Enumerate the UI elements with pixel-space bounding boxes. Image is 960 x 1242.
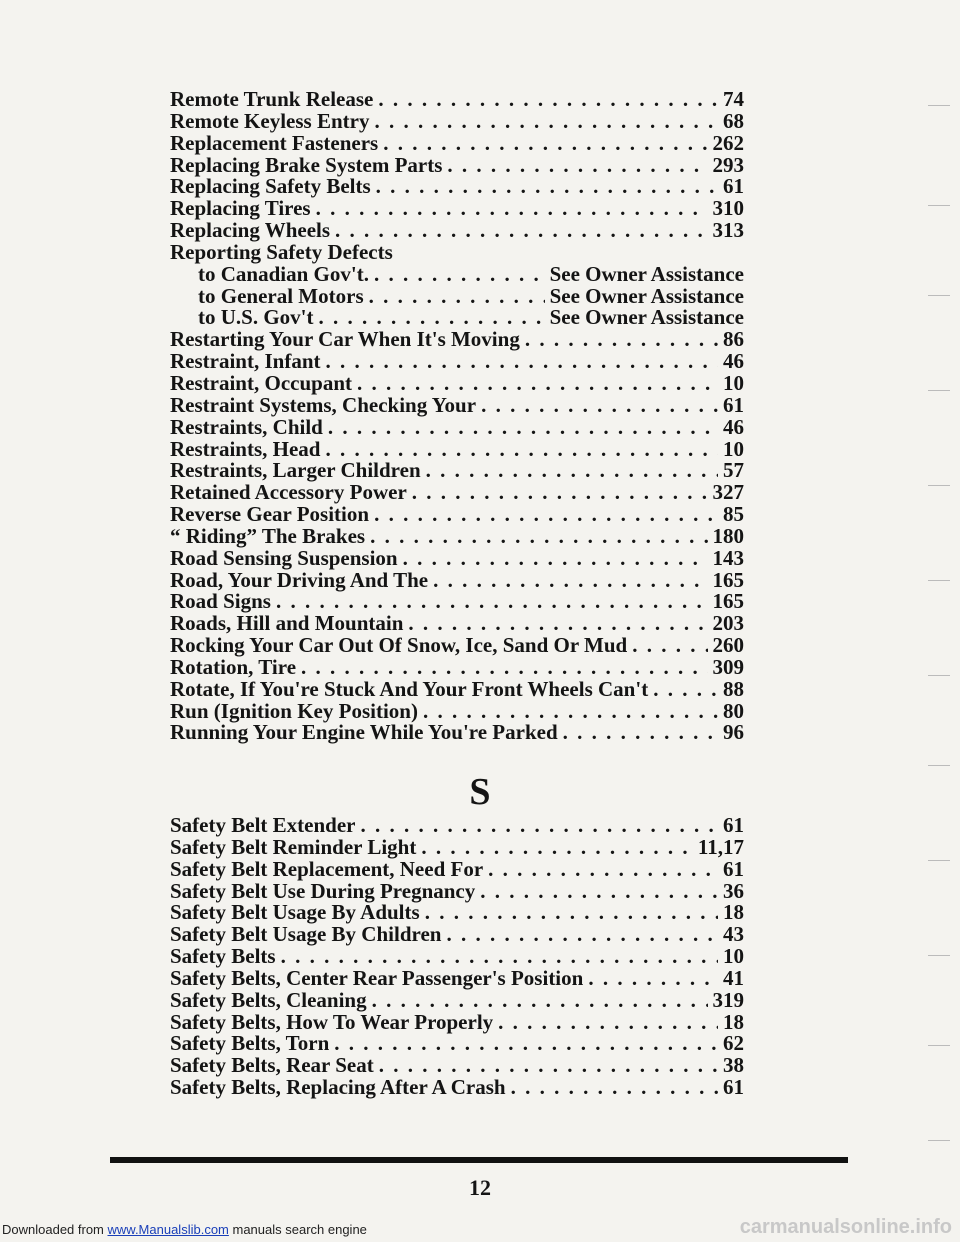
entry-page: 46 bbox=[723, 349, 744, 374]
index-entry bbox=[170, 370, 744, 395]
index-entry bbox=[170, 130, 744, 155]
dot-leader bbox=[376, 176, 718, 198]
dot-leader bbox=[480, 881, 718, 903]
dot-leader bbox=[447, 155, 707, 177]
index-entry bbox=[170, 239, 744, 264]
index-entry bbox=[170, 698, 744, 723]
entry-label: Roads, Hill and Mountain bbox=[170, 611, 404, 636]
dot-leader bbox=[481, 395, 718, 417]
entry-label: Reverse Gear Position bbox=[170, 502, 370, 527]
index-entry bbox=[170, 460, 744, 482]
entry-page: 319 bbox=[712, 987, 744, 1012]
entry-page: 57 bbox=[723, 458, 744, 483]
entry-page: 180 bbox=[712, 523, 744, 548]
entry-page: 262 bbox=[712, 130, 744, 155]
manualslib-link[interactable]: www.Manualslib.com bbox=[107, 1222, 229, 1237]
entry-label: Safety Belt Extender bbox=[170, 813, 356, 837]
margin-tick bbox=[928, 295, 950, 296]
index-entry bbox=[170, 722, 744, 744]
dot-leader bbox=[335, 220, 707, 242]
index-entry bbox=[170, 176, 744, 198]
index-entry bbox=[170, 1055, 744, 1077]
dot-leader bbox=[334, 1033, 718, 1055]
entry-page: 62 bbox=[723, 1031, 744, 1056]
index-entry bbox=[170, 261, 744, 286]
margin-tick bbox=[928, 860, 950, 861]
section-heading-s: S bbox=[469, 771, 491, 813]
margin-tick bbox=[928, 485, 950, 486]
entry-label: Replacing Tires bbox=[170, 196, 311, 221]
entry-page: 46 bbox=[723, 414, 744, 439]
dot-leader bbox=[374, 264, 545, 286]
dot-leader bbox=[588, 968, 718, 990]
entry-label: Safety Belts, How To Wear Properly bbox=[170, 1009, 494, 1034]
index-entry bbox=[170, 635, 744, 657]
index-entry bbox=[170, 198, 744, 220]
dot-leader bbox=[378, 89, 718, 111]
entry-page: 68 bbox=[723, 108, 744, 133]
watermark-text: carmanualsonline.info bbox=[739, 1216, 952, 1238]
entry-page: See Owner Assistance bbox=[549, 283, 744, 308]
page-number: 12 bbox=[469, 1175, 491, 1200]
index-entry bbox=[170, 965, 744, 990]
margin-tick bbox=[928, 765, 950, 766]
entry-label: to U.S. Gov't bbox=[198, 305, 314, 330]
index-entry bbox=[170, 220, 744, 242]
margin-tick bbox=[928, 675, 950, 676]
index-entry bbox=[170, 351, 744, 373]
entry-label: Replacing Wheels bbox=[170, 218, 331, 243]
index-entry bbox=[170, 815, 744, 837]
index-entry bbox=[170, 523, 744, 548]
entry-label: Running Your Engine While You're Parked bbox=[170, 720, 558, 745]
entry-page: 61 bbox=[723, 392, 744, 417]
entry-page: 11,17 bbox=[697, 834, 744, 859]
dot-leader bbox=[488, 859, 718, 881]
index-entry bbox=[170, 329, 744, 351]
index-entry bbox=[170, 924, 744, 946]
dot-leader bbox=[326, 439, 719, 461]
entry-label: Road, Your Driving And The bbox=[170, 567, 429, 592]
entry-label: Restraints, Child bbox=[170, 414, 323, 439]
entry-label: Safety Belt Reminder Light bbox=[170, 834, 417, 859]
footer-prefix: Downloaded from bbox=[2, 1222, 108, 1237]
entry-page: 85 bbox=[723, 502, 744, 527]
dot-leader bbox=[525, 329, 718, 351]
index-entry bbox=[170, 613, 744, 635]
index-entry bbox=[170, 307, 744, 329]
dot-leader bbox=[563, 722, 718, 744]
margin-tick bbox=[928, 955, 950, 956]
entry-page: 38 bbox=[723, 1053, 744, 1078]
index-entry bbox=[170, 946, 744, 968]
entry-page: 203 bbox=[712, 611, 744, 636]
entry-label: Restraint Systems, Checking Your bbox=[170, 392, 477, 417]
entry-page: 165 bbox=[712, 589, 744, 614]
entry-page: 88 bbox=[723, 676, 744, 701]
dot-leader bbox=[426, 460, 718, 482]
index-entry bbox=[170, 482, 744, 504]
entry-page: 86 bbox=[723, 327, 744, 352]
dot-leader bbox=[511, 1077, 718, 1099]
dot-leader bbox=[423, 701, 718, 723]
index-r-section bbox=[170, 89, 744, 744]
entry-page: 61 bbox=[723, 813, 744, 837]
entry-page: See Owner Assistance bbox=[549, 261, 744, 286]
entry-page: 61 bbox=[723, 856, 744, 881]
entry-page: 18 bbox=[723, 1009, 744, 1034]
index-entry bbox=[170, 591, 744, 613]
dot-leader bbox=[498, 1012, 718, 1034]
index-entry bbox=[170, 504, 744, 526]
index-entry bbox=[170, 1033, 744, 1055]
entry-label: Safety Belts, Rear Seat bbox=[170, 1053, 374, 1078]
entry-label: Replacement Fasteners bbox=[170, 130, 379, 155]
entry-label: Safety Belt Replacement, Need For bbox=[170, 856, 484, 881]
dot-leader bbox=[383, 133, 707, 155]
footer-suffix: manuals search engine bbox=[228, 1222, 367, 1237]
index-entry bbox=[170, 545, 744, 570]
margin-tick bbox=[928, 580, 950, 581]
entry-page: 61 bbox=[723, 174, 744, 199]
bottom-rule bbox=[110, 1157, 848, 1163]
entry-label: Safety Belt Usage By Children bbox=[170, 922, 442, 947]
entry-label: Restraints, Larger Children bbox=[170, 458, 421, 483]
entry-page: 18 bbox=[723, 900, 744, 925]
dot-leader bbox=[357, 373, 718, 395]
dot-leader bbox=[326, 351, 719, 373]
entry-page: 260 bbox=[712, 633, 744, 658]
entry-page: See Owner Assistance bbox=[549, 305, 744, 330]
download-footer bbox=[2, 1222, 367, 1237]
entry-label: “ Riding” The Brakes bbox=[170, 523, 366, 548]
entry-label: Restraints, Head bbox=[170, 436, 321, 461]
entry-label: Run (Ignition Key Position) bbox=[170, 698, 418, 723]
entry-page: 80 bbox=[723, 698, 744, 723]
entry-label: Replacing Safety Belts bbox=[170, 174, 371, 199]
entry-page: 74 bbox=[723, 87, 744, 111]
entry-label: Safety Belts, Replacing After A Crash bbox=[170, 1075, 506, 1100]
dot-leader bbox=[372, 990, 708, 1012]
margin-tick bbox=[928, 1045, 950, 1046]
dot-leader bbox=[301, 657, 707, 679]
dot-leader bbox=[433, 570, 707, 592]
index-entry bbox=[170, 283, 744, 308]
index-entry bbox=[170, 1009, 744, 1034]
dot-leader bbox=[374, 111, 718, 133]
dot-leader bbox=[653, 679, 718, 701]
dot-leader bbox=[379, 1055, 718, 1077]
entry-label: Replacing Brake System Parts bbox=[170, 152, 443, 177]
dot-leader bbox=[425, 902, 718, 924]
index-entry bbox=[170, 414, 744, 439]
index-entry bbox=[170, 436, 744, 461]
entry-page: 10 bbox=[723, 944, 744, 969]
index-s-section bbox=[170, 815, 744, 1099]
margin-tick bbox=[928, 1140, 950, 1141]
dot-leader bbox=[412, 482, 708, 504]
dot-leader bbox=[360, 815, 718, 837]
entry-label: Rotation, Tire bbox=[170, 654, 297, 679]
entry-page: 293 bbox=[712, 152, 744, 177]
index-entry bbox=[170, 89, 744, 111]
entry-page: 310 bbox=[712, 196, 744, 221]
entry-label: to Canadian Gov't. bbox=[198, 261, 369, 286]
index-entry bbox=[170, 902, 744, 924]
margin-tick bbox=[928, 205, 950, 206]
entry-label: Retained Accessory Power bbox=[170, 480, 407, 505]
entry-label: Rocking Your Car Out Of Snow, Ice, Sand Or Mud bbox=[170, 633, 628, 658]
entry-label: to General Motors bbox=[198, 283, 364, 308]
index-entry bbox=[170, 878, 744, 903]
dot-leader bbox=[408, 613, 707, 635]
entry-page: 61 bbox=[723, 1075, 744, 1100]
index-entry bbox=[170, 108, 744, 133]
dot-leader bbox=[328, 417, 718, 439]
index-entry bbox=[170, 392, 744, 417]
entry-label: Safety Belts, Center Rear Passenger's Position bbox=[170, 965, 584, 990]
entry-label: Rotate, If You're Stuck And Your Front Wheels Can't bbox=[170, 676, 649, 701]
entry-page: 96 bbox=[723, 720, 744, 745]
index-entry bbox=[170, 856, 744, 881]
dot-leader bbox=[403, 548, 708, 570]
entry-label: Safety Belt Usage By Adults bbox=[170, 900, 420, 925]
entry-page: 309 bbox=[712, 654, 744, 679]
margin-tick bbox=[928, 105, 950, 106]
index-entry bbox=[170, 654, 744, 679]
entry-label: Safety Belt Use During Pregnancy bbox=[170, 878, 476, 903]
entry-page: 43 bbox=[723, 922, 744, 947]
margin-tick bbox=[928, 390, 950, 391]
index-entry bbox=[170, 676, 744, 701]
index-entry bbox=[170, 834, 744, 859]
entry-page: 41 bbox=[723, 965, 744, 990]
entry-label: Reporting Safety Defects bbox=[170, 239, 393, 264]
dot-leader bbox=[374, 504, 718, 526]
entry-label: Road Signs bbox=[170, 589, 271, 614]
entry-page: 10 bbox=[723, 436, 744, 461]
dot-leader bbox=[276, 591, 708, 613]
dot-leader bbox=[632, 635, 707, 657]
dot-leader bbox=[316, 198, 708, 220]
entry-label: Remote Keyless Entry bbox=[170, 108, 370, 133]
dot-leader bbox=[369, 286, 545, 308]
entry-label: Restarting Your Car When It's Moving bbox=[170, 327, 520, 352]
dot-leader bbox=[319, 307, 545, 329]
entry-label: Restraint, Occupant bbox=[170, 370, 352, 395]
entry-label: Remote Trunk Release bbox=[170, 87, 374, 111]
entry-page: 165 bbox=[712, 567, 744, 592]
dot-leader bbox=[281, 946, 718, 968]
index-entry bbox=[170, 567, 744, 592]
entry-label: Restraint, Infant bbox=[170, 349, 321, 374]
entry-label: Road Sensing Suspension bbox=[170, 545, 398, 570]
index-entry bbox=[170, 152, 744, 177]
index-entry bbox=[170, 1077, 744, 1099]
index-entry bbox=[170, 987, 744, 1012]
entry-label: Safety Belts, Cleaning bbox=[170, 987, 367, 1012]
dot-leader bbox=[446, 924, 718, 946]
entry-page: 143 bbox=[712, 545, 744, 570]
entry-page: 327 bbox=[712, 480, 744, 505]
entry-page: 36 bbox=[723, 878, 744, 903]
entry-label: Safety Belts, Torn bbox=[170, 1031, 330, 1056]
dot-leader bbox=[370, 526, 707, 548]
entry-page: 10 bbox=[723, 370, 744, 395]
entry-page: 313 bbox=[712, 218, 744, 243]
dot-leader bbox=[421, 837, 693, 859]
entry-label: Safety Belts bbox=[170, 944, 276, 969]
